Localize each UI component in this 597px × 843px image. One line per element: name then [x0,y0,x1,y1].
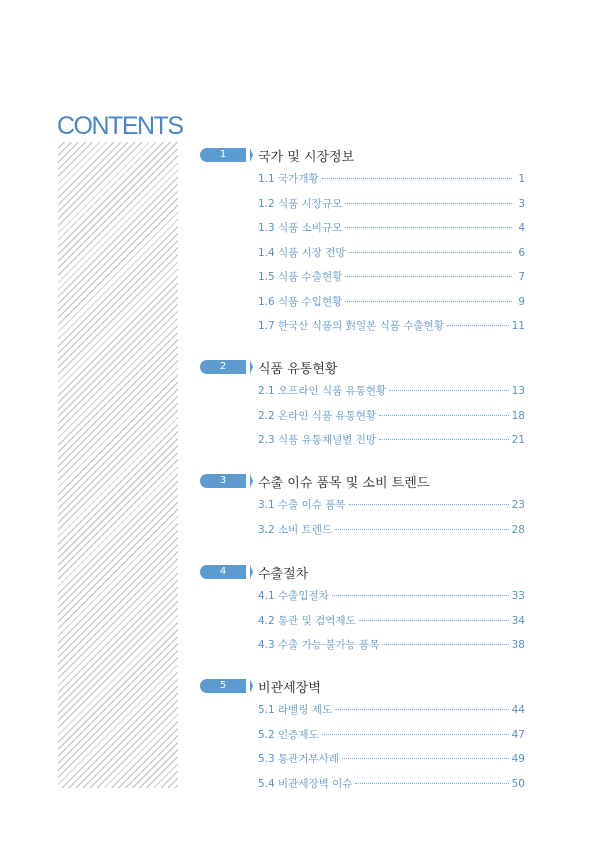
entry-page-number: 9 [518,295,525,308]
entry-page-number: 6 [518,246,525,259]
toc-entry[interactable] [258,196,525,221]
dot-leader [345,301,512,302]
badge-arrow-icon [250,474,253,488]
entry-label: 1.2 식품 시장규모 [258,197,343,210]
entry-page-number: 11 [511,320,525,332]
entry-page-number: 50 [511,777,525,790]
entry-page-number: 33 [511,590,525,602]
toc-entry[interactable] [258,751,525,776]
entry-label: 3.1 수출 이슈 품목 [258,499,346,511]
toc-section [200,358,530,446]
dot-leader [322,734,509,735]
section-header[interactable] [200,472,530,494]
entry-label: 5.2 인증제도 [258,728,319,741]
section-number-badge: 4 [200,565,246,579]
toc-section [200,563,530,651]
toc-entry[interactable] [258,318,525,343]
section-title: 식품 유통현황 [258,362,338,377]
entry-label: 2.3 식품 유통채널별 전망 [258,434,376,446]
entry-page-number: 44 [511,704,525,716]
dot-leader [332,595,509,596]
toc-entry[interactable] [258,613,525,638]
entry-label: 4.3 수출 가능·불가능 품목 [258,639,380,651]
toc-entry[interactable] [258,408,525,433]
entry-page-number: 34 [511,614,525,627]
entry-label: 5.1 라벨링 제도 [258,704,333,716]
dot-leader [345,203,512,204]
toc-entry[interactable] [258,588,525,613]
dot-leader [345,276,512,277]
dot-leader [447,325,509,326]
section-items [258,497,525,546]
entry-label: 2.2 온라인 식품 유통현황 [258,409,376,422]
dot-leader [349,252,512,253]
toc-section [200,677,530,790]
toc-entry[interactable] [258,727,525,752]
toc-entry[interactable] [258,383,525,408]
entry-page-number: 38 [511,639,525,651]
entry-label: 1.5 식품 수출현황 [258,271,343,283]
dot-leader [342,758,509,759]
toc-entry[interactable] [258,637,525,662]
entry-label: 4.2 통관 및 검역제도 [258,614,356,627]
entry-page-number: 23 [511,499,525,511]
section-items [258,588,525,662]
toc-section [200,472,530,536]
dot-leader [349,504,509,505]
section-header[interactable] [200,677,530,699]
entry-label: 5.4 비관세장벽 이슈 [258,777,353,790]
entry-label: 3.2 소비 트렌드 [258,523,333,536]
badge-arrow-icon [250,148,253,162]
toc-entry[interactable] [258,432,525,457]
toc-entry[interactable] [258,269,525,294]
entry-page-number: 13 [511,385,525,397]
entry-page-number: 47 [511,728,525,741]
section-number-badge: 5 [200,679,246,693]
dot-leader [359,620,509,621]
entry-page-number: 1 [518,173,525,185]
entry-label: 5.3 통관거부사례 [258,753,339,765]
entry-page-number: 3 [518,197,525,210]
toc-entry[interactable] [258,171,525,196]
dot-leader [322,178,512,179]
section-title: 국가 및 시장정보 [258,150,355,165]
entry-label: 4.1 수출입절차 [258,590,329,602]
dot-leader [382,644,508,645]
section-title: 수출 이슈 품목 및 소비 트렌드 [258,476,430,491]
dot-leader [335,529,509,530]
entry-page-number: 28 [511,523,525,536]
dot-leader [345,227,512,228]
dot-leader [355,783,508,784]
badge-arrow-icon [250,360,253,374]
toc-entry[interactable] [258,497,525,522]
section-title: 수출절차 [258,567,309,582]
toc-entry[interactable] [258,522,525,547]
section-title: 비관세장벽 [258,681,321,696]
dot-leader [335,709,509,710]
entry-label: 1.6 식품 수입현황 [258,295,343,308]
dot-leader [389,390,508,391]
section-number-badge: 3 [200,474,246,488]
entry-page-number: 18 [511,409,525,422]
section-number-badge: 1 [200,148,246,162]
toc-entry[interactable] [258,220,525,245]
section-items [258,383,525,457]
section-items [258,171,525,343]
toc-section [200,146,530,332]
section-header[interactable] [200,563,530,585]
section-items [258,702,525,800]
entry-page-number: 21 [511,434,525,446]
entry-label: 1.3 식품 소비규모 [258,222,343,234]
entry-label: 2.1 오프라인 식품 유통현황 [258,385,387,397]
section-header[interactable] [200,358,530,380]
badge-arrow-icon [250,565,253,579]
entry-page-number: 4 [518,222,525,234]
section-number-badge: 2 [200,360,246,374]
entry-label: 1.7 한국산 식품의 對일본 식품 수출현황 [258,320,444,332]
entry-label: 1.4 식품 시장 전망 [258,246,346,259]
entry-label: 1.1 국가개황 [258,173,319,185]
badge-arrow-icon [250,679,253,693]
contents-heading: CONTENTS [57,112,183,140]
dot-leader [379,415,509,416]
toc-entry[interactable] [258,294,525,319]
toc-entry[interactable] [258,245,525,270]
dot-leader [379,439,509,440]
entry-page-number: 7 [518,271,525,283]
section-header[interactable] [200,146,530,168]
toc-entry[interactable] [258,776,525,801]
entry-page-number: 49 [511,753,525,765]
toc-entry[interactable] [258,702,525,727]
